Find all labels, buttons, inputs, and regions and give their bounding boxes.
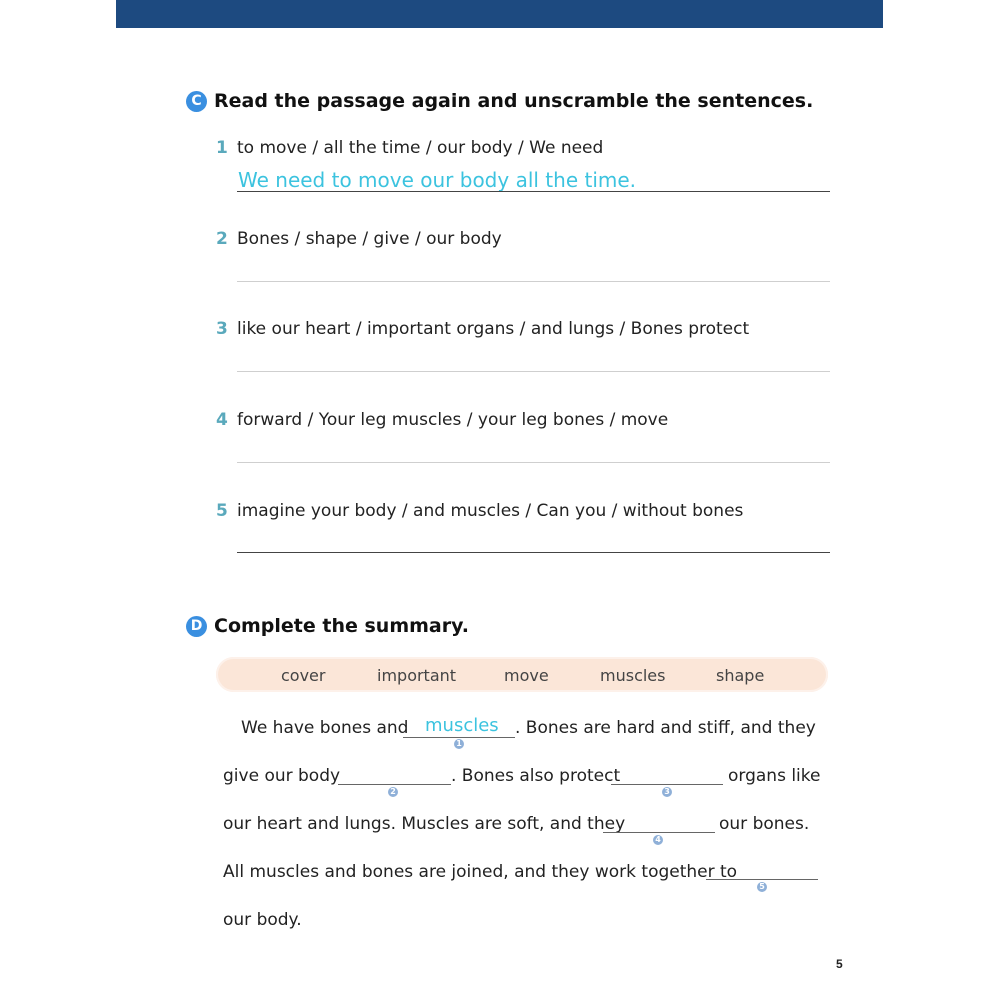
- summary-text: . Bones also protect: [451, 766, 621, 786]
- item-prompt-1: to move / all the time / our body / We need: [237, 138, 604, 158]
- summary-text: our body.: [223, 910, 302, 930]
- answer-line-3[interactable]: [237, 371, 830, 372]
- summary-text: our heart and lungs. Muscles are soft, and they: [223, 814, 626, 834]
- word-bank-item: important: [377, 666, 457, 685]
- answer-line-4[interactable]: [237, 462, 830, 463]
- item-prompt-4: forward / Your leg muscles / your leg bones / move: [237, 410, 669, 430]
- item-number-2: 2: [216, 229, 228, 249]
- item-prompt-3: like our heart / important organs / and lungs / Bones protect: [237, 319, 750, 339]
- word-bank-item: cover: [281, 666, 326, 685]
- item-answer-1[interactable]: We need to move our body all the time.: [238, 168, 637, 192]
- item-number-4: 4: [216, 410, 228, 430]
- blank-number-3: 3: [662, 787, 672, 797]
- summary-text: . Bones are hard and stiff, and they: [515, 718, 816, 738]
- item-prompt-5: imagine your body / and muscles / Can you / without bones: [237, 501, 744, 521]
- summary-blank-1[interactable]: [403, 737, 515, 738]
- item-number-3: 3: [216, 319, 228, 339]
- summary-blank-5[interactable]: [706, 879, 818, 880]
- header-bar: [116, 0, 883, 28]
- word-bank-item: move: [504, 666, 549, 685]
- blank-number-2: 2: [388, 787, 398, 797]
- page-number: 5: [836, 957, 843, 971]
- word-bank-item: muscles: [600, 666, 666, 685]
- summary-text: We have bones and: [241, 718, 409, 738]
- summary-answer-1[interactable]: muscles: [425, 715, 499, 736]
- blank-number-5: 5: [757, 882, 767, 892]
- blank-number-4: 4: [653, 835, 663, 845]
- blank-number-1: 1: [454, 739, 464, 749]
- answer-line-2[interactable]: [237, 281, 830, 282]
- answer-line-1[interactable]: [237, 191, 830, 192]
- section-d-title: Complete the summary.: [214, 615, 469, 637]
- summary-blank-4[interactable]: [603, 832, 715, 833]
- item-prompt-2: Bones / shape / give / our body: [237, 229, 502, 249]
- summary-text: our bones.: [719, 814, 810, 834]
- summary-text: organs like: [728, 766, 821, 786]
- section-d-badge: D: [186, 616, 207, 637]
- section-c-badge: C: [186, 91, 207, 112]
- section-d-heading: [186, 615, 469, 637]
- summary-blank-2[interactable]: [338, 784, 451, 785]
- item-number-1: 1: [216, 138, 228, 158]
- summary-text: give our body: [223, 766, 341, 786]
- summary-text: All muscles and bones are joined, and they work together to: [223, 862, 738, 882]
- word-bank-item: shape: [716, 666, 765, 685]
- section-c-title: Read the passage again and unscramble the sentences.: [214, 90, 814, 112]
- summary-blank-3[interactable]: [611, 784, 723, 785]
- answer-line-5[interactable]: [237, 552, 830, 553]
- section-c-heading: [186, 90, 813, 112]
- item-number-5: 5: [216, 501, 228, 521]
